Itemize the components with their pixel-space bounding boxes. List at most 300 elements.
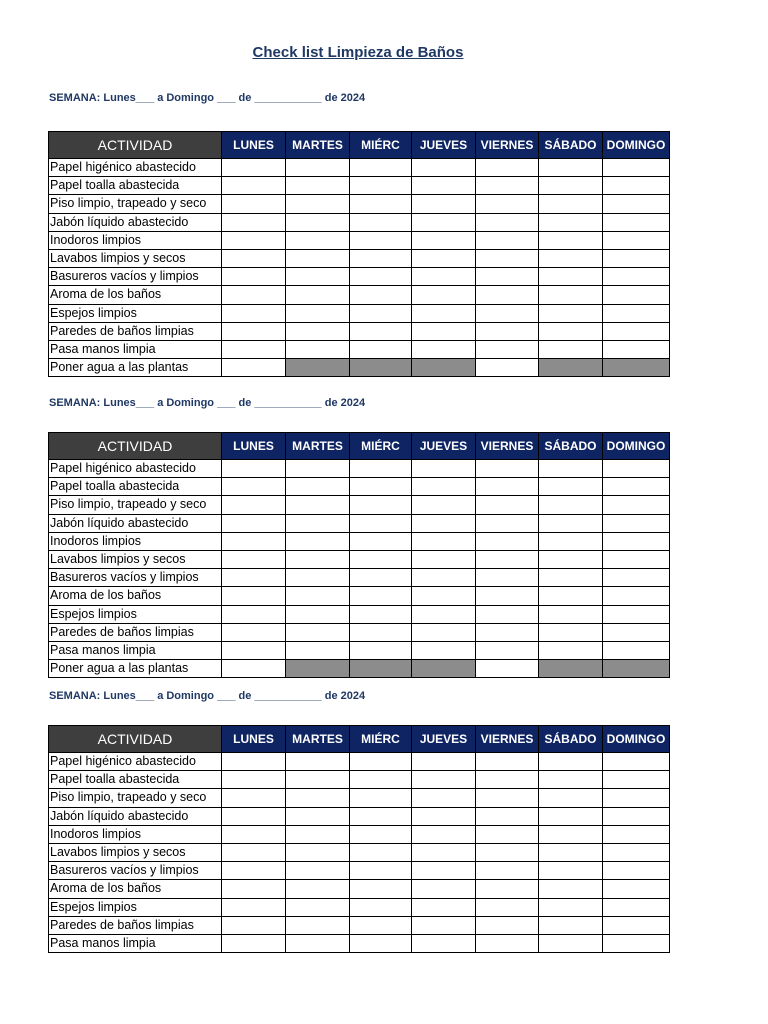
check-cell[interactable] bbox=[476, 550, 539, 568]
check-cell[interactable] bbox=[476, 359, 539, 377]
check-cell[interactable] bbox=[539, 478, 603, 496]
activity-label: Inodoros limpios bbox=[49, 532, 222, 550]
check-cell[interactable] bbox=[350, 880, 412, 898]
table-row bbox=[49, 359, 670, 377]
check-cell[interactable] bbox=[539, 605, 603, 623]
check-cell[interactable] bbox=[350, 268, 412, 286]
check-cell[interactable] bbox=[286, 286, 350, 304]
check-cell[interactable] bbox=[476, 934, 539, 952]
check-cell[interactable] bbox=[603, 532, 670, 550]
check-cell[interactable] bbox=[222, 660, 286, 678]
check-cell[interactable] bbox=[476, 340, 539, 358]
check-cell[interactable] bbox=[603, 268, 670, 286]
check-cell[interactable] bbox=[286, 898, 350, 916]
check-cell[interactable] bbox=[412, 496, 476, 514]
check-cell[interactable] bbox=[286, 460, 350, 478]
check-cell[interactable] bbox=[286, 532, 350, 550]
check-cell[interactable] bbox=[412, 641, 476, 659]
check-cell[interactable] bbox=[286, 789, 350, 807]
table-row bbox=[49, 880, 670, 898]
day-header: DOMINGO bbox=[603, 433, 670, 460]
check-cell[interactable] bbox=[412, 916, 476, 934]
table-row bbox=[49, 195, 670, 213]
check-cell[interactable] bbox=[476, 231, 539, 249]
check-cell[interactable] bbox=[222, 340, 286, 358]
check-cell[interactable] bbox=[222, 249, 286, 267]
check-cell[interactable] bbox=[539, 340, 603, 358]
check-cell[interactable] bbox=[222, 789, 286, 807]
check-cell[interactable] bbox=[350, 159, 412, 177]
check-cell[interactable] bbox=[539, 213, 603, 231]
check-cell[interactable] bbox=[286, 807, 350, 825]
activity-label: Piso limpio, trapeado y seco bbox=[49, 496, 222, 514]
table-row bbox=[49, 825, 670, 843]
check-cell[interactable] bbox=[603, 496, 670, 514]
check-cell[interactable] bbox=[412, 322, 476, 340]
check-cell[interactable] bbox=[539, 249, 603, 267]
day-header: LUNES bbox=[222, 726, 286, 753]
check-cell[interactable] bbox=[286, 195, 350, 213]
check-cell[interactable] bbox=[222, 304, 286, 322]
check-cell[interactable] bbox=[412, 550, 476, 568]
check-cell[interactable] bbox=[350, 898, 412, 916]
check-cell[interactable] bbox=[412, 843, 476, 861]
check-cell[interactable] bbox=[286, 934, 350, 952]
table-row bbox=[49, 843, 670, 861]
check-cell[interactable] bbox=[286, 478, 350, 496]
check-cell[interactable] bbox=[350, 934, 412, 952]
check-cell[interactable] bbox=[350, 825, 412, 843]
check-cell[interactable] bbox=[412, 460, 476, 478]
check-cell[interactable] bbox=[286, 771, 350, 789]
check-cell[interactable] bbox=[350, 514, 412, 532]
check-cell[interactable] bbox=[539, 862, 603, 880]
check-cell[interactable] bbox=[539, 460, 603, 478]
check-cell[interactable] bbox=[603, 304, 670, 322]
check-cell[interactable] bbox=[603, 460, 670, 478]
day-header: DOMINGO bbox=[603, 132, 670, 159]
check-cell[interactable] bbox=[412, 532, 476, 550]
table-row bbox=[49, 641, 670, 659]
check-cell[interactable] bbox=[539, 807, 603, 825]
check-cell[interactable] bbox=[476, 807, 539, 825]
check-cell[interactable] bbox=[412, 514, 476, 532]
check-cell[interactable] bbox=[476, 286, 539, 304]
check-cell[interactable] bbox=[603, 587, 670, 605]
check-cell[interactable] bbox=[222, 177, 286, 195]
check-cell[interactable] bbox=[350, 213, 412, 231]
check-cell[interactable] bbox=[222, 623, 286, 641]
check-cell[interactable] bbox=[286, 862, 350, 880]
check-cell[interactable] bbox=[412, 286, 476, 304]
table-row bbox=[49, 322, 670, 340]
table-row bbox=[49, 478, 670, 496]
day-header: MARTES bbox=[286, 433, 350, 460]
check-cell[interactable] bbox=[412, 825, 476, 843]
check-cell[interactable] bbox=[603, 641, 670, 659]
check-cell[interactable] bbox=[412, 898, 476, 916]
activity-label: Aroma de los baños bbox=[49, 286, 222, 304]
check-cell[interactable] bbox=[603, 771, 670, 789]
activity-label: Jabón líquido abastecido bbox=[49, 514, 222, 532]
check-cell[interactable] bbox=[222, 550, 286, 568]
check-cell[interactable] bbox=[476, 660, 539, 678]
semana-line: SEMANA: Lunes___ a Domingo ___ de ___________ de 2024 bbox=[49, 92, 366, 104]
check-cell[interactable] bbox=[350, 340, 412, 358]
day-header: VIERNES bbox=[476, 433, 539, 460]
table-row bbox=[49, 550, 670, 568]
activity-label: Basureros vacíos y limpios bbox=[49, 569, 222, 587]
check-cell[interactable] bbox=[539, 880, 603, 898]
activity-label: Pasa manos limpia bbox=[49, 934, 222, 952]
check-cell[interactable] bbox=[350, 249, 412, 267]
check-cell[interactable] bbox=[222, 231, 286, 249]
check-cell[interactable] bbox=[412, 587, 476, 605]
semana-line: SEMANA: Lunes___ a Domingo ___ de ___________ de 2024 bbox=[49, 690, 366, 702]
table-row bbox=[49, 286, 670, 304]
check-cell bbox=[603, 359, 670, 377]
check-cell[interactable] bbox=[539, 496, 603, 514]
activity-label: Papel toalla abastecida bbox=[49, 771, 222, 789]
check-cell[interactable] bbox=[603, 249, 670, 267]
check-cell[interactable] bbox=[412, 231, 476, 249]
check-cell[interactable] bbox=[539, 789, 603, 807]
check-cell[interactable] bbox=[476, 478, 539, 496]
check-cell[interactable] bbox=[222, 807, 286, 825]
check-cell[interactable] bbox=[603, 286, 670, 304]
checklist-table bbox=[48, 432, 670, 678]
activity-label: Espejos limpios bbox=[49, 304, 222, 322]
table-row bbox=[49, 460, 670, 478]
check-cell[interactable] bbox=[222, 934, 286, 952]
check-cell[interactable] bbox=[350, 304, 412, 322]
check-cell[interactable] bbox=[222, 532, 286, 550]
check-cell[interactable] bbox=[412, 789, 476, 807]
check-cell[interactable] bbox=[222, 862, 286, 880]
check-cell[interactable] bbox=[476, 249, 539, 267]
check-cell[interactable] bbox=[350, 496, 412, 514]
check-cell[interactable] bbox=[286, 569, 350, 587]
activity-label: Paredes de baños limpias bbox=[49, 916, 222, 934]
check-cell[interactable] bbox=[539, 159, 603, 177]
header-row bbox=[49, 726, 670, 753]
check-cell[interactable] bbox=[222, 641, 286, 659]
check-cell[interactable] bbox=[603, 159, 670, 177]
check-cell[interactable] bbox=[539, 587, 603, 605]
check-cell[interactable] bbox=[286, 496, 350, 514]
check-cell[interactable] bbox=[286, 322, 350, 340]
activity-label: Jabón líquido abastecido bbox=[49, 807, 222, 825]
check-cell[interactable] bbox=[412, 753, 476, 771]
check-cell[interactable] bbox=[350, 916, 412, 934]
activity-label: Aroma de los baños bbox=[49, 587, 222, 605]
check-cell[interactable] bbox=[539, 550, 603, 568]
check-cell[interactable] bbox=[286, 843, 350, 861]
check-cell[interactable] bbox=[350, 623, 412, 641]
check-cell[interactable] bbox=[350, 753, 412, 771]
check-cell[interactable] bbox=[603, 478, 670, 496]
check-cell[interactable] bbox=[539, 304, 603, 322]
check-cell[interactable] bbox=[412, 934, 476, 952]
check-cell[interactable] bbox=[603, 753, 670, 771]
check-cell[interactable] bbox=[412, 623, 476, 641]
check-cell[interactable] bbox=[222, 460, 286, 478]
check-cell[interactable] bbox=[603, 898, 670, 916]
day-header: MARTES bbox=[286, 132, 350, 159]
check-cell bbox=[539, 359, 603, 377]
check-cell[interactable] bbox=[412, 862, 476, 880]
check-cell[interactable] bbox=[286, 825, 350, 843]
check-cell[interactable] bbox=[412, 880, 476, 898]
semana-line: SEMANA: Lunes___ a Domingo ___ de ___________ de 2024 bbox=[49, 397, 366, 409]
check-cell[interactable] bbox=[603, 177, 670, 195]
check-cell[interactable] bbox=[539, 641, 603, 659]
check-cell[interactable] bbox=[412, 807, 476, 825]
check-cell[interactable] bbox=[476, 159, 539, 177]
check-cell[interactable] bbox=[603, 514, 670, 532]
activity-label: Espejos limpios bbox=[49, 898, 222, 916]
check-cell[interactable] bbox=[286, 231, 350, 249]
table-row bbox=[49, 753, 670, 771]
check-cell[interactable] bbox=[350, 843, 412, 861]
check-cell[interactable] bbox=[286, 177, 350, 195]
check-cell[interactable] bbox=[539, 322, 603, 340]
table-row bbox=[49, 177, 670, 195]
day-header: MIÉRC bbox=[350, 726, 412, 753]
check-cell[interactable] bbox=[603, 550, 670, 568]
check-cell[interactable] bbox=[603, 843, 670, 861]
check-cell[interactable] bbox=[539, 231, 603, 249]
check-cell[interactable] bbox=[350, 177, 412, 195]
check-cell[interactable] bbox=[412, 340, 476, 358]
check-cell[interactable] bbox=[539, 825, 603, 843]
check-cell[interactable] bbox=[603, 807, 670, 825]
check-cell[interactable] bbox=[350, 286, 412, 304]
check-cell[interactable] bbox=[539, 268, 603, 286]
check-cell[interactable] bbox=[476, 898, 539, 916]
check-cell[interactable] bbox=[539, 177, 603, 195]
check-cell[interactable] bbox=[286, 159, 350, 177]
check-cell[interactable] bbox=[539, 532, 603, 550]
check-cell[interactable] bbox=[286, 213, 350, 231]
check-cell[interactable] bbox=[286, 587, 350, 605]
check-cell[interactable] bbox=[476, 862, 539, 880]
check-cell[interactable] bbox=[539, 753, 603, 771]
check-cell[interactable] bbox=[603, 789, 670, 807]
check-cell[interactable] bbox=[350, 550, 412, 568]
table-row bbox=[49, 496, 670, 514]
activity-label: Lavabos limpios y secos bbox=[49, 843, 222, 861]
activity-label: Papel higénico abastecido bbox=[49, 753, 222, 771]
check-cell[interactable] bbox=[412, 478, 476, 496]
check-cell[interactable] bbox=[286, 623, 350, 641]
check-cell[interactable] bbox=[476, 213, 539, 231]
check-cell[interactable] bbox=[539, 195, 603, 213]
check-cell[interactable] bbox=[412, 249, 476, 267]
page-title: Check list Limpieza de Baños bbox=[252, 44, 464, 61]
check-cell[interactable] bbox=[222, 587, 286, 605]
activity-label: Paredes de baños limpias bbox=[49, 623, 222, 641]
check-cell[interactable] bbox=[603, 623, 670, 641]
check-cell[interactable] bbox=[222, 898, 286, 916]
check-cell[interactable] bbox=[350, 569, 412, 587]
check-cell[interactable] bbox=[222, 478, 286, 496]
check-cell[interactable] bbox=[603, 605, 670, 623]
check-cell[interactable] bbox=[286, 605, 350, 623]
check-cell[interactable] bbox=[603, 231, 670, 249]
day-header: SÁBADO bbox=[539, 132, 603, 159]
activity-label: Piso limpio, trapeado y seco bbox=[49, 789, 222, 807]
check-cell[interactable] bbox=[222, 268, 286, 286]
check-cell[interactable] bbox=[412, 195, 476, 213]
check-cell[interactable] bbox=[539, 916, 603, 934]
table-row bbox=[49, 569, 670, 587]
check-cell[interactable] bbox=[476, 460, 539, 478]
check-cell[interactable] bbox=[412, 177, 476, 195]
check-cell[interactable] bbox=[222, 753, 286, 771]
check-cell[interactable] bbox=[412, 213, 476, 231]
check-cell[interactable] bbox=[286, 514, 350, 532]
activity-label: Papel toalla abastecida bbox=[49, 177, 222, 195]
check-cell[interactable] bbox=[412, 771, 476, 789]
activity-label: Poner agua a las plantas bbox=[49, 359, 222, 377]
check-cell[interactable] bbox=[603, 195, 670, 213]
check-cell[interactable] bbox=[476, 322, 539, 340]
check-cell[interactable] bbox=[286, 304, 350, 322]
check-cell[interactable] bbox=[222, 880, 286, 898]
check-cell[interactable] bbox=[222, 514, 286, 532]
table-row bbox=[49, 660, 670, 678]
check-cell[interactable] bbox=[476, 514, 539, 532]
check-cell[interactable] bbox=[476, 825, 539, 843]
check-cell[interactable] bbox=[539, 514, 603, 532]
check-cell[interactable] bbox=[603, 880, 670, 898]
check-cell[interactable] bbox=[350, 862, 412, 880]
check-cell[interactable] bbox=[476, 916, 539, 934]
check-cell[interactable] bbox=[350, 587, 412, 605]
check-cell bbox=[539, 660, 603, 678]
check-cell[interactable] bbox=[539, 623, 603, 641]
check-cell[interactable] bbox=[412, 569, 476, 587]
check-cell bbox=[350, 359, 412, 377]
check-cell[interactable] bbox=[476, 195, 539, 213]
activity-label: Poner agua a las plantas bbox=[49, 660, 222, 678]
check-cell[interactable] bbox=[603, 569, 670, 587]
check-cell[interactable] bbox=[222, 569, 286, 587]
check-cell[interactable] bbox=[286, 880, 350, 898]
check-cell[interactable] bbox=[539, 898, 603, 916]
check-cell[interactable] bbox=[539, 771, 603, 789]
day-header: MIÉRC bbox=[350, 433, 412, 460]
table-row bbox=[49, 587, 670, 605]
check-cell[interactable] bbox=[476, 771, 539, 789]
check-cell[interactable] bbox=[476, 569, 539, 587]
check-cell[interactable] bbox=[412, 268, 476, 286]
check-cell[interactable] bbox=[286, 268, 350, 286]
table-row bbox=[49, 159, 670, 177]
check-cell[interactable] bbox=[476, 753, 539, 771]
check-cell[interactable] bbox=[350, 641, 412, 659]
check-cell[interactable] bbox=[286, 249, 350, 267]
check-cell[interactable] bbox=[222, 825, 286, 843]
activity-label: Papel toalla abastecida bbox=[49, 478, 222, 496]
check-cell[interactable] bbox=[350, 322, 412, 340]
check-cell[interactable] bbox=[476, 268, 539, 286]
check-cell[interactable] bbox=[286, 340, 350, 358]
check-cell[interactable] bbox=[222, 916, 286, 934]
check-cell[interactable] bbox=[350, 771, 412, 789]
check-cell[interactable] bbox=[412, 159, 476, 177]
check-cell[interactable] bbox=[603, 213, 670, 231]
table-row bbox=[49, 514, 670, 532]
check-cell[interactable] bbox=[476, 843, 539, 861]
check-cell[interactable] bbox=[539, 934, 603, 952]
check-cell[interactable] bbox=[476, 177, 539, 195]
check-cell[interactable] bbox=[286, 916, 350, 934]
check-cell[interactable] bbox=[476, 496, 539, 514]
day-header: JUEVES bbox=[412, 433, 476, 460]
check-cell[interactable] bbox=[222, 496, 286, 514]
check-cell[interactable] bbox=[222, 195, 286, 213]
table-row bbox=[49, 934, 670, 952]
check-cell[interactable] bbox=[222, 843, 286, 861]
activity-label: Paredes de baños limpias bbox=[49, 322, 222, 340]
check-cell[interactable] bbox=[350, 789, 412, 807]
check-cell[interactable] bbox=[222, 359, 286, 377]
check-cell[interactable] bbox=[476, 623, 539, 641]
check-cell[interactable] bbox=[539, 843, 603, 861]
check-cell[interactable] bbox=[222, 286, 286, 304]
check-cell[interactable] bbox=[286, 641, 350, 659]
check-cell[interactable] bbox=[476, 880, 539, 898]
check-cell[interactable] bbox=[539, 569, 603, 587]
check-cell[interactable] bbox=[603, 934, 670, 952]
check-cell[interactable] bbox=[350, 460, 412, 478]
check-cell[interactable] bbox=[350, 195, 412, 213]
check-cell[interactable] bbox=[603, 916, 670, 934]
check-cell[interactable] bbox=[603, 322, 670, 340]
check-cell[interactable] bbox=[476, 789, 539, 807]
check-cell[interactable] bbox=[222, 213, 286, 231]
check-cell[interactable] bbox=[603, 862, 670, 880]
check-cell[interactable] bbox=[539, 286, 603, 304]
day-header: MIÉRC bbox=[350, 132, 412, 159]
check-cell[interactable] bbox=[412, 605, 476, 623]
check-cell[interactable] bbox=[222, 159, 286, 177]
check-cell[interactable] bbox=[222, 771, 286, 789]
check-cell[interactable] bbox=[476, 532, 539, 550]
day-header: JUEVES bbox=[412, 726, 476, 753]
table-row bbox=[49, 898, 670, 916]
check-cell[interactable] bbox=[286, 753, 350, 771]
check-cell[interactable] bbox=[222, 605, 286, 623]
check-cell[interactable] bbox=[350, 605, 412, 623]
check-cell[interactable] bbox=[476, 605, 539, 623]
check-cell[interactable] bbox=[350, 231, 412, 249]
check-cell[interactable] bbox=[412, 304, 476, 322]
check-cell[interactable] bbox=[603, 340, 670, 358]
check-cell[interactable] bbox=[286, 550, 350, 568]
check-cell[interactable] bbox=[476, 304, 539, 322]
check-cell[interactable] bbox=[350, 807, 412, 825]
check-cell[interactable] bbox=[350, 532, 412, 550]
check-cell bbox=[350, 660, 412, 678]
check-cell[interactable] bbox=[476, 587, 539, 605]
check-cell[interactable] bbox=[603, 825, 670, 843]
check-cell[interactable] bbox=[350, 478, 412, 496]
check-cell[interactable] bbox=[222, 322, 286, 340]
check-cell[interactable] bbox=[476, 641, 539, 659]
